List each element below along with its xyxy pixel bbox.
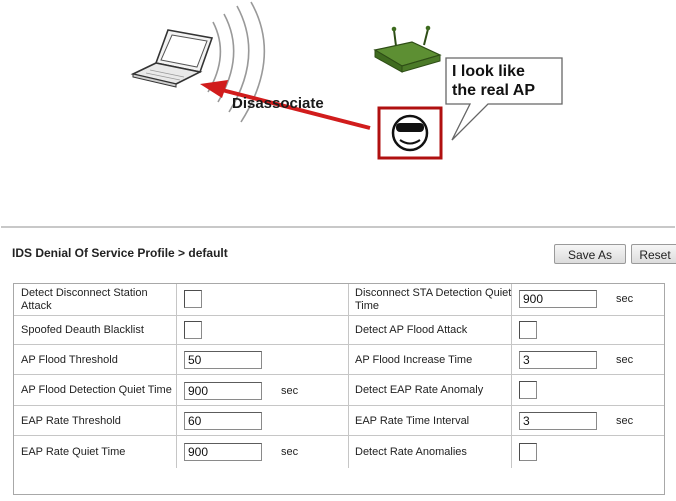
eap-rate-threshold-label: EAP Rate Threshold	[21, 415, 121, 427]
column-divider	[348, 406, 349, 435]
access-point-icon	[375, 26, 440, 72]
column-divider	[176, 284, 177, 315]
settings-row	[14, 316, 664, 345]
speech-bubble-text	[452, 62, 535, 100]
disconnect-sta-detection-quiet-time-input[interactable]: 900	[519, 290, 597, 308]
detect-rate-anomalies-checkbox[interactable]	[519, 443, 537, 461]
column-divider	[348, 436, 349, 468]
speech-bubble-line-2: the real AP	[452, 82, 535, 99]
disconnect-sta-detection-quiet-time-label: Disconnect STA Detection Quiet Time	[355, 287, 512, 312]
ap-flood-threshold-label: AP Flood Threshold	[21, 354, 118, 366]
sec-unit-label: sec	[281, 446, 299, 458]
detect-rate-anomalies-label: Detect Rate Anomalies	[355, 446, 467, 458]
speech-bubble-line-1: I look like	[452, 63, 525, 80]
eap-rate-time-interval-label: EAP Rate Time Interval	[355, 415, 470, 427]
ap-flood-detection-quiet-time-input[interactable]: 900	[184, 382, 262, 400]
sec-unit-label: sec	[616, 415, 634, 427]
column-divider	[176, 316, 177, 344]
laptop-icon	[133, 30, 212, 87]
settings-grid	[13, 283, 665, 495]
ap-flood-increase-time-input[interactable]: 3	[519, 351, 597, 369]
detect-ap-flood-attack-label: Detect AP Flood Attack	[355, 324, 468, 336]
ap-flood-detection-quiet-time-label: AP Flood Detection Quiet Time	[21, 384, 172, 396]
column-divider	[176, 436, 177, 468]
panel-title: IDS Denial Of Service Profile > default	[12, 246, 228, 260]
eap-rate-quiet-time-input[interactable]: 900	[184, 443, 262, 461]
column-divider	[176, 406, 177, 435]
column-divider	[348, 284, 349, 315]
sec-unit-label: sec	[616, 293, 634, 305]
column-divider	[176, 345, 177, 374]
settings-row	[14, 345, 664, 375]
eap-rate-threshold-input[interactable]: 60	[184, 412, 262, 430]
attack-illustration	[0, 0, 676, 215]
detect-disconnect-station-attack-checkbox[interactable]	[184, 290, 202, 308]
settings-row	[14, 284, 664, 316]
disassociate-label: Disassociate	[232, 95, 324, 112]
column-divider	[348, 316, 349, 344]
reset-button[interactable]: Reset	[631, 244, 676, 264]
detect-disconnect-station-attack-label: Detect Disconnect Station Attack	[21, 287, 148, 312]
eap-rate-time-interval-input[interactable]: 3	[519, 412, 597, 430]
column-divider	[348, 345, 349, 374]
eap-rate-quiet-time-label: EAP Rate Quiet Time	[21, 446, 126, 458]
ap-flood-threshold-input[interactable]: 50	[184, 351, 262, 369]
ap-flood-increase-time-label: AP Flood Increase Time	[355, 354, 473, 366]
detect-ap-flood-attack-checkbox[interactable]	[519, 321, 537, 339]
sec-unit-label: sec	[616, 354, 634, 366]
illustration-drawing	[0, 0, 676, 215]
ids-dos-profile-panel	[1, 226, 675, 501]
spoofed-deauth-blacklist-label: Spoofed Deauth Blacklist	[21, 324, 144, 336]
settings-row	[14, 375, 664, 406]
spoofed-deauth-blacklist-checkbox[interactable]	[184, 321, 202, 339]
rogue-ap-face-icon	[379, 108, 441, 158]
column-divider	[348, 375, 349, 405]
sec-unit-label: sec	[281, 385, 299, 397]
save-as-button[interactable]: Save As	[554, 244, 626, 264]
settings-row	[14, 436, 664, 468]
detect-eap-rate-anomaly-label: Detect EAP Rate Anomaly	[355, 384, 484, 396]
settings-row	[14, 406, 664, 436]
detect-eap-rate-anomaly-checkbox[interactable]	[519, 381, 537, 399]
